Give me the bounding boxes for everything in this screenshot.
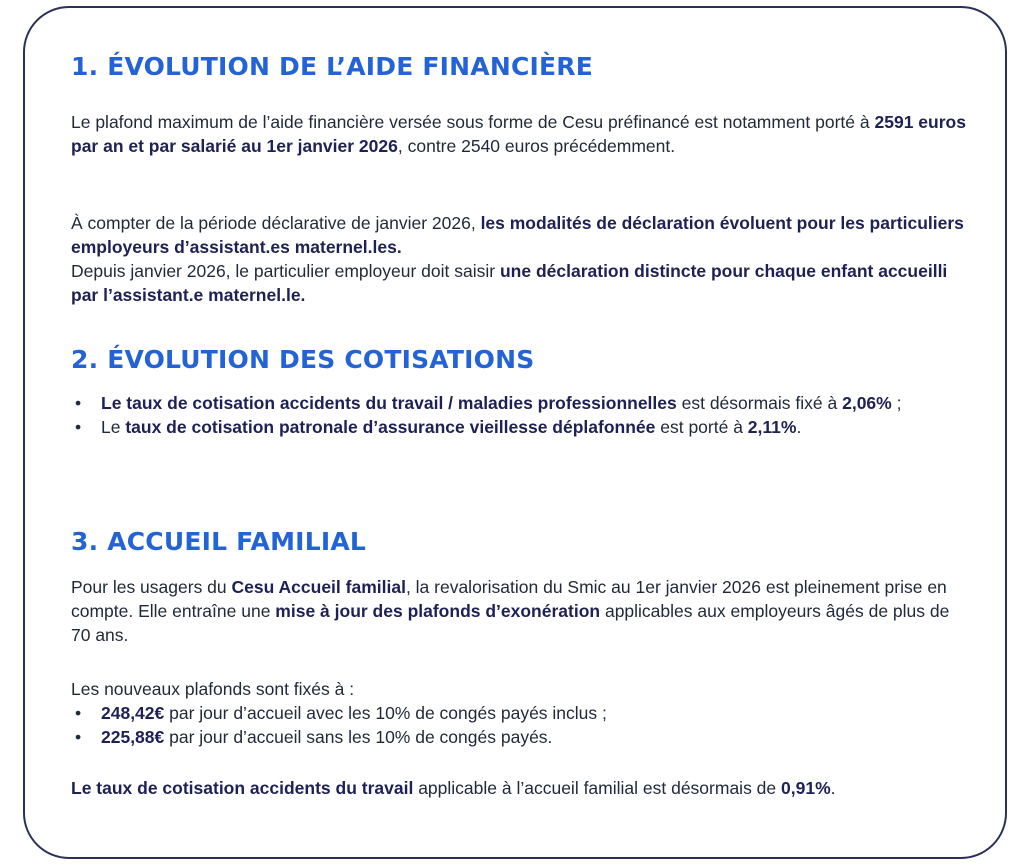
bullet-icon: • bbox=[75, 727, 82, 747]
section3-item2-bold: 225,88€ bbox=[101, 727, 165, 747]
section3-p1-bold-b: Cesu Accueil familial bbox=[231, 577, 406, 597]
section3-p1-bold-d: mise à jour des plafonds d’exonération bbox=[275, 601, 601, 621]
section1-p1-text-c: , contre 2540 euros précédemment. bbox=[397, 136, 676, 156]
section3-item1-text: par jour d’accueil avec les 10% de congés payés inclus ; bbox=[164, 703, 607, 723]
section1-p1-text-a: Le plafond maximum de l’aide financière versée sous forme de Cesu préfinancé est notamment porté à bbox=[71, 112, 875, 132]
list-item bbox=[71, 415, 901, 439]
section3-title: 3. ACCUEIL FAMILIAL bbox=[71, 527, 366, 556]
section2-item2-bold1: taux de cotisation patronale d’assurance vieillesse déplafonnée bbox=[125, 417, 656, 437]
section3-p1-text-a: Pour les usagers du bbox=[71, 577, 232, 597]
list-item bbox=[71, 725, 607, 749]
section3-paragraph3 bbox=[71, 776, 836, 800]
section2-item2-text0: Le bbox=[101, 417, 126, 437]
section1-p2-bold-b: les modalités de déclaration évoluent pour les particuliers employeurs d’assistant.es maternel.les. bbox=[71, 213, 964, 257]
section1-paragraph1 bbox=[71, 110, 971, 158]
list-item bbox=[71, 391, 901, 415]
section3-list bbox=[71, 701, 607, 749]
section3-p3-bold-a: Le taux de cotisation accidents du travail bbox=[71, 778, 414, 798]
section3-p3-text-d: . bbox=[830, 778, 836, 798]
section2-item1-text1: est désormais fixé à bbox=[676, 393, 843, 413]
section3-item1-bold: 248,42€ bbox=[101, 703, 165, 723]
section2-item2-bold2: 2,11% bbox=[747, 417, 797, 437]
section2-item1-bold1: Le taux de cotisation accidents du travail / maladies professionnelles bbox=[101, 393, 677, 413]
section3-p3-bold-c: 0,91% bbox=[781, 778, 831, 798]
section1-title: 1. ÉVOLUTION DE L’AIDE FINANCIÈRE bbox=[71, 52, 594, 81]
section2-item2-text2: . bbox=[796, 417, 802, 437]
section3-paragraph1 bbox=[71, 575, 971, 647]
section3-p3-text-b: applicable à l’accueil familial est désormais de bbox=[413, 778, 782, 798]
section2-item1-text2: ; bbox=[891, 393, 902, 413]
section2-list bbox=[71, 391, 901, 439]
section2-item2-text1: est porté à bbox=[655, 417, 748, 437]
section3-item2-text: par jour d’accueil sans les 10% de congés payés. bbox=[164, 727, 553, 747]
section3-paragraph2: Les nouveaux plafonds sont fixés à : bbox=[71, 679, 355, 699]
info-card bbox=[23, 6, 1007, 859]
bullet-icon: • bbox=[75, 417, 82, 437]
list-item bbox=[71, 701, 607, 725]
bullet-icon: • bbox=[75, 393, 82, 413]
bullet-icon: • bbox=[75, 703, 82, 723]
section1-p2-text-a: À compter de la période déclarative de janvier 2026, bbox=[71, 213, 481, 233]
section1-p1-bold: 2591 euros par an et par salarié au 1er janvier 2026 bbox=[71, 112, 966, 156]
section1-p2-text-c: Depuis janvier 2026, le particulier employeur doit saisir bbox=[71, 261, 500, 281]
section1-paragraph2 bbox=[71, 211, 971, 307]
section3-p1-text-e: applicables aux employeurs âgés de plus de 70 ans. bbox=[71, 601, 950, 645]
section1-p2-bold-d: une déclaration distincte pour chaque enfant accueilli par l’assistant.e maternel.le. bbox=[71, 261, 948, 305]
section3-p1-text-c: , la revalorisation du Smic au 1er janvier 2026 est pleinement prise en compte. Elle entraîne une bbox=[71, 577, 947, 621]
section2-title: 2. ÉVOLUTION DES COTISATIONS bbox=[71, 345, 535, 374]
section2-item1-bold2: 2,06% bbox=[842, 393, 892, 413]
